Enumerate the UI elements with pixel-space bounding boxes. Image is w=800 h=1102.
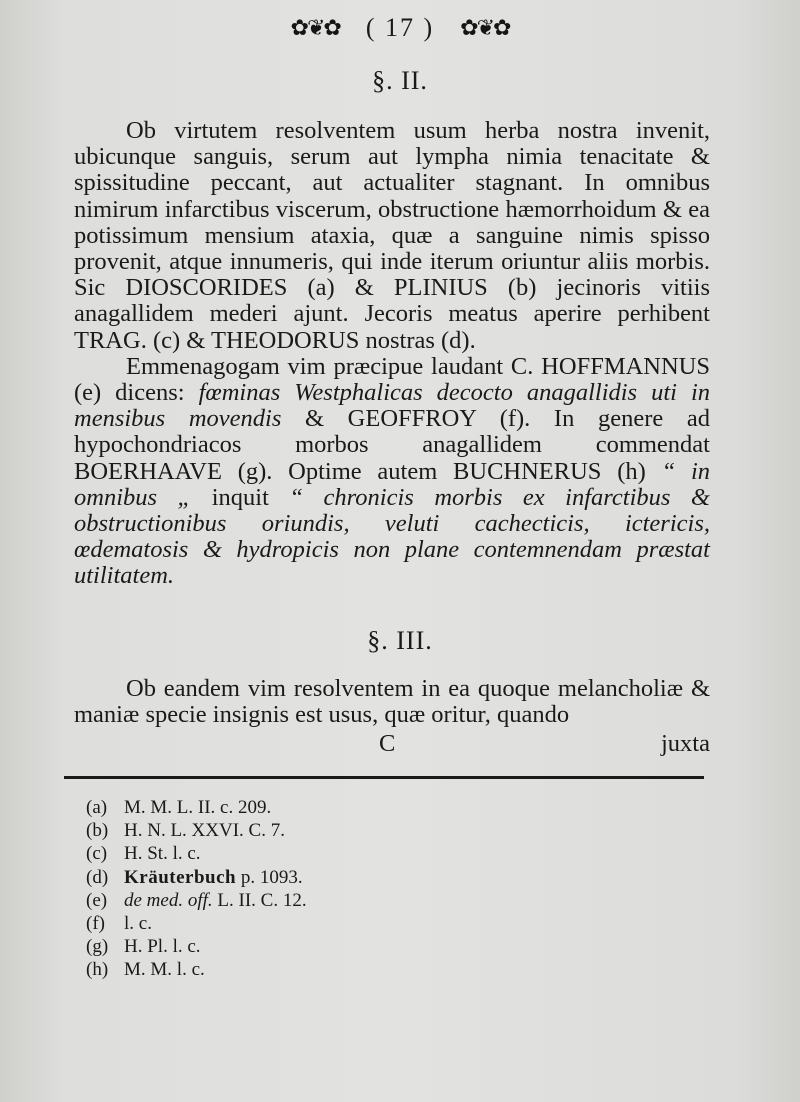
page-header: [0, 10, 800, 46]
paragraph-2-quote-b: “ in omnibus „: [74, 457, 711, 511]
footnote-text: H. Pl. l. c.: [124, 936, 201, 958]
left-ornament-icon: ✿❦✿: [290, 15, 340, 40]
section-3-paragraph: Ob eandem vim resolventem in ea quoque melancholiæ & maniæ specie insignis est usus, quæ oritur, quando: [74, 675, 710, 729]
paragraph-2-quote-c: “ chronicis morbis ex infarctibus & obstructionibus oriundis, veluti cachecticis, ictericis, œdematosis & hydropicis non plane contemnendam præstat utilitatem.: [74, 483, 710, 590]
section-2-body: [74, 118, 710, 590]
footnote-text: M. M. L. II. c. 209.: [124, 797, 272, 818]
right-ornament-icon: ✿❦✿: [460, 15, 510, 40]
footnote: [86, 819, 606, 842]
footnote-label: (d): [86, 866, 109, 888]
footnote: [86, 889, 606, 912]
footnote-text: p. 1093.: [236, 866, 303, 888]
footnote: [86, 912, 606, 935]
footnote-text: l. c.: [124, 913, 152, 935]
section-heading-2: §. II.: [372, 66, 428, 95]
footnote-text: H. N. L. XXVI. C. 7.: [124, 820, 285, 842]
footnote-blackletter-title: Kräuterbuch: [124, 866, 237, 888]
section-2-paragraph-2: [74, 354, 710, 590]
footnote-label: (c): [86, 843, 108, 865]
footnote-label: (f): [86, 913, 105, 935]
footnote-text: L. II. C. 12.: [212, 889, 307, 911]
paragraph-2-quote-a: fœminas Westphalicas decocto anagallidis uti in mensibus movendis: [74, 379, 711, 433]
footnote-label: (e): [86, 889, 108, 911]
section-3-body: [74, 676, 710, 728]
catchword: juxta: [661, 730, 710, 757]
footnote-label: (g): [86, 936, 109, 958]
footnote-italic-title: de med. off.: [124, 889, 213, 911]
page-number: ( 17 ): [365, 13, 435, 42]
footnote-label: (b): [86, 820, 109, 842]
footnote-label: (a): [86, 797, 108, 818]
catchline: [74, 730, 710, 760]
section-heading-3: §. III.: [367, 626, 433, 655]
paragraph-2-text-a: Emmenagogam vim præcipue laudant C. HOFFMANNUS (e) dicens:: [74, 352, 710, 407]
footnote-label: (h): [86, 959, 109, 981]
section-2-paragraph-1: Ob virtutem resolventem usum herba nostra invenit, ubicunque sanguis, serum aut lympha nimia tenacitate & spissitudine peccant, aut actualiter stagnant. In omnibus nimirum infarctibus viscerum, obstructione hæmorrhoidum & ea potissimum mensium ataxia, quæ a sanguine nimis spisso provenit, atque innumeris, qui inde iterum oriuntur aliis morbis. Sic DIOSCORIDES (a) & PLINIUS (b) jecinoris vitiis anagallidem mederi ajunt. Jecoris meatus aperire perhibent TRAG. (c) & THEODORUS nostras (d).: [74, 117, 710, 354]
footnote: [86, 866, 606, 889]
footnote-text: H. St. l. c.: [124, 843, 201, 865]
footnote: [86, 958, 606, 981]
footnote: [86, 935, 606, 958]
footnotes: [86, 796, 606, 982]
footnote-text: M. M. l. c.: [124, 959, 205, 981]
signature-mark: C: [379, 730, 396, 757]
footnote: [86, 842, 606, 865]
paragraph-2-text-b: & GEOFFROY (f). In genere ad hypochondriacos morbos anagallidem commendat BOERHAAVE (g). Optime autem BUCHNERUS (h): [74, 405, 710, 485]
paragraph-2-text-c: inquit: [211, 483, 269, 511]
footnote: [86, 796, 606, 819]
footnote-rule: [64, 776, 704, 779]
